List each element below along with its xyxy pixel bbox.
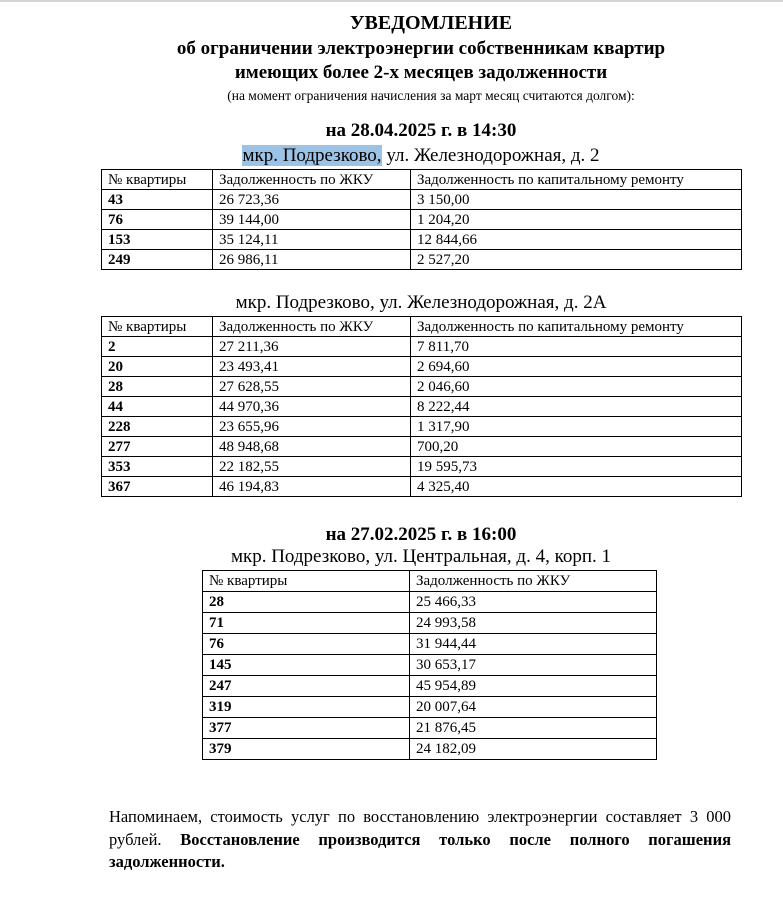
apartment-number: 76 <box>203 634 410 655</box>
housing-debt: 25 466,33 <box>410 592 657 613</box>
debt-table-tsentralnaya-4-1 <box>202 570 657 760</box>
housing-debt: 24 993,58 <box>410 613 657 634</box>
housing-debt: 20 007,64 <box>410 697 657 718</box>
housing-debt: 44 970,36 <box>213 397 411 417</box>
document-subtitle-line2: имеющих более 2-х месяцев задолженности <box>234 62 608 83</box>
table-row <box>102 417 742 437</box>
repair-debt: 2 694,60 <box>411 357 742 377</box>
housing-debt: 27 211,36 <box>213 337 411 357</box>
housing-debt: 21 876,45 <box>410 718 657 739</box>
repair-debt: 12 844,66 <box>411 230 742 250</box>
debt-table-zheleznodorozhnaya-2a <box>101 316 742 497</box>
apartment-number: 20 <box>102 357 213 377</box>
housing-debt: 26 986,11 <box>213 250 411 270</box>
repair-debt: 7 811,70 <box>411 337 742 357</box>
table-header-row <box>203 571 657 592</box>
repair-debt: 4 325,40 <box>411 477 742 497</box>
repair-debt: 19 595,73 <box>411 457 742 477</box>
apartment-number: 249 <box>102 250 213 270</box>
document-subtitle-line1: об ограничении электроэнергии собственникам квартир <box>176 38 666 59</box>
housing-debt: 46 194,83 <box>213 477 411 497</box>
col-apartment: № квартиры <box>102 170 213 190</box>
table-row <box>102 457 742 477</box>
apartment-number: 353 <box>102 457 213 477</box>
debt-table-zheleznodorozhnaya-2 <box>101 169 742 270</box>
apartment-number: 2 <box>102 337 213 357</box>
housing-debt: 26 723,36 <box>213 190 411 210</box>
apartment-number: 228 <box>102 417 213 437</box>
housing-debt: 45 954,89 <box>410 676 657 697</box>
document-title: УВЕДОМЛЕНИЕ <box>349 12 513 34</box>
table-row <box>203 613 657 634</box>
selected-text[interactable]: мкр. Подрезково, <box>242 145 382 166</box>
table-row <box>102 397 742 417</box>
repair-debt: 1 204,20 <box>411 210 742 230</box>
address-rest: ул. Железнодорожная, д. 2 <box>381 145 600 166</box>
section1-address[interactable] <box>0 145 783 167</box>
table-row <box>203 739 657 760</box>
table-row <box>203 697 657 718</box>
housing-debt: 23 655,96 <box>213 417 411 437</box>
table-row <box>203 592 657 613</box>
apartment-number: 28 <box>102 377 213 397</box>
apartment-number: 44 <box>102 397 213 417</box>
document-note: (на момент ограничения начисления за март месяц считаются долгом): <box>227 88 635 103</box>
table-header-row <box>102 317 742 337</box>
apartment-number: 247 <box>203 676 410 697</box>
table-row <box>102 337 742 357</box>
table-row <box>203 718 657 739</box>
apartment-number: 43 <box>102 190 213 210</box>
section3-address: мкр. Подрезково, ул. Центральная, д. 4, корп. 1 <box>230 546 612 567</box>
table-row <box>203 634 657 655</box>
repair-debt: 8 222,44 <box>411 397 742 417</box>
housing-debt: 23 493,41 <box>213 357 411 377</box>
table-row <box>102 377 742 397</box>
repair-debt: 3 150,00 <box>411 190 742 210</box>
footer-bold-text: Восстановление производится только после полного погашения задолженности. <box>109 829 731 871</box>
table-row <box>102 437 742 457</box>
section3-date: на 27.02.2025 г. в 16:00 <box>325 524 517 545</box>
apartment-number: 28 <box>203 592 410 613</box>
footer-regular-text: Напоминаем, стоимость услуг по восстановлению электроэнергии составляет 3 000 рублей. <box>109 807 731 849</box>
table-row <box>102 210 742 230</box>
housing-debt: 30 653,17 <box>410 655 657 676</box>
apartment-number: 76 <box>102 210 213 230</box>
table-row <box>102 230 742 250</box>
footer-reminder <box>109 806 731 874</box>
apartment-number: 145 <box>203 655 410 676</box>
table-row <box>102 190 742 210</box>
col-housing-debt: Задолженность по ЖКУ <box>410 571 657 592</box>
repair-debt: 700,20 <box>411 437 742 457</box>
col-apartment: № квартиры <box>203 571 410 592</box>
housing-debt: 48 948,68 <box>213 437 411 457</box>
housing-debt: 24 182,09 <box>410 739 657 760</box>
housing-debt: 31 944,44 <box>410 634 657 655</box>
col-housing-debt: Задолженность по ЖКУ <box>213 317 411 337</box>
housing-debt: 22 182,55 <box>213 457 411 477</box>
housing-debt: 35 124,11 <box>213 230 411 250</box>
apartment-number: 377 <box>203 718 410 739</box>
col-apartment: № квартиры <box>102 317 213 337</box>
apartment-number: 71 <box>203 613 410 634</box>
col-housing-debt: Задолженность по ЖКУ <box>213 170 411 190</box>
housing-debt: 39 144,00 <box>213 210 411 230</box>
section2-address: мкр. Подрезково, ул. Железнодорожная, д. 2А <box>235 292 607 313</box>
window-top-border <box>0 0 783 2</box>
apartment-number: 379 <box>203 739 410 760</box>
housing-debt: 27 628,55 <box>213 377 411 397</box>
table-row <box>102 477 742 497</box>
repair-debt: 2 527,20 <box>411 250 742 270</box>
table-row <box>102 250 742 270</box>
section1-date: на 28.04.2025 г. в 14:30 <box>325 120 517 141</box>
apartment-number: 277 <box>102 437 213 457</box>
apartment-number: 319 <box>203 697 410 718</box>
apartment-number: 153 <box>102 230 213 250</box>
col-repair-debt: Задолженность по капитальному ремонту <box>411 170 742 190</box>
col-repair-debt: Задолженность по капитальному ремонту <box>411 317 742 337</box>
repair-debt: 1 317,90 <box>411 417 742 437</box>
apartment-number: 367 <box>102 477 213 497</box>
table-header-row <box>102 170 742 190</box>
table-row <box>102 357 742 377</box>
repair-debt: 2 046,60 <box>411 377 742 397</box>
table-row <box>203 676 657 697</box>
table-row <box>203 655 657 676</box>
